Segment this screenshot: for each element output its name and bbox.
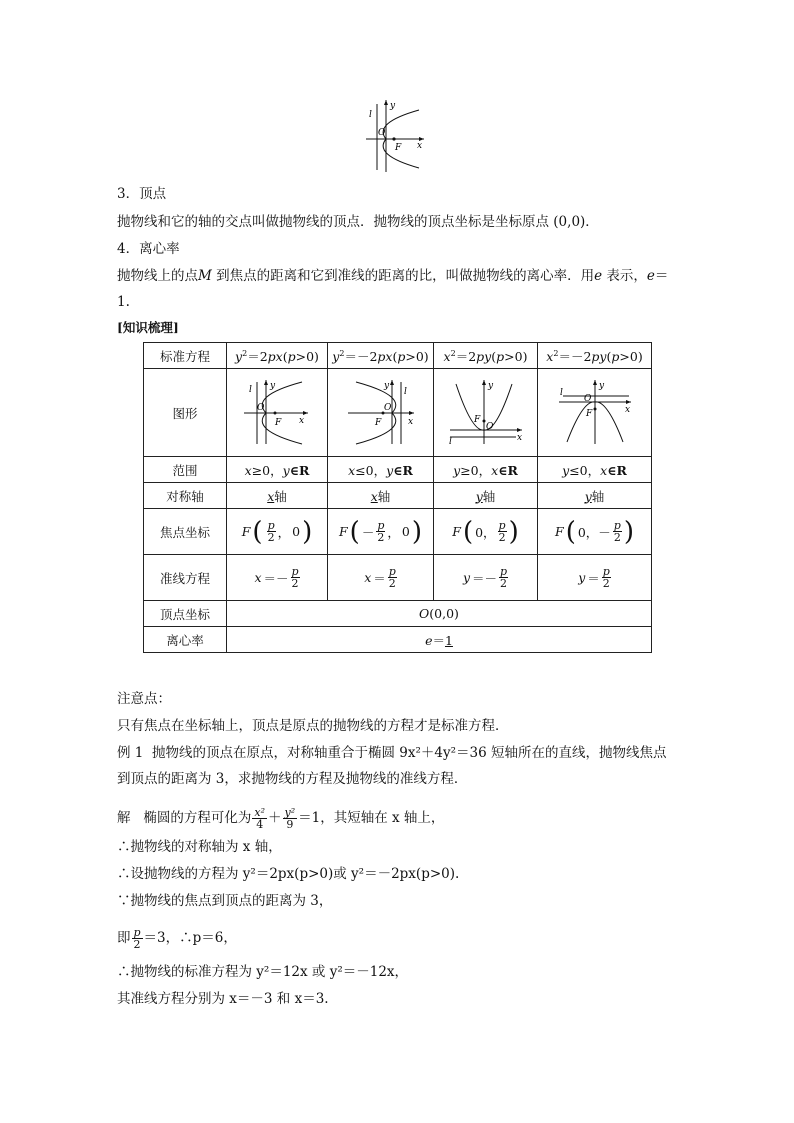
focus-label: F [395,143,402,153]
svg-text:F: F [473,415,480,425]
svg-text:y: y [270,381,276,391]
directrix-cell: y ＝－ $\frac{p}{2}$ [434,555,538,601]
graph-cell [227,369,328,457]
graph-opens-left [344,376,418,446]
row-header: 标准方程 [144,343,227,369]
svg-text:x: x [299,416,305,426]
row-header: 对称轴 [144,483,227,509]
solution-line-4: ∵抛物线的焦点到顶点的距离为 3， [117,893,333,909]
svg-text:y: y [383,381,389,391]
range-cell: y≥0，x∈R [434,457,538,483]
svg-text:l: l [448,437,452,446]
eccentricity-cell: e＝1 [227,627,652,653]
row-header: 离心率 [144,627,227,653]
equation-cell: $x^2=2py(p>0)$ [434,343,538,369]
row-header: 顶点坐标 [144,601,227,627]
graph-opens-right [240,376,314,446]
svg-text:O: O [257,403,265,413]
svg-text:O: O [485,422,493,432]
focus-cell: F ( － $\frac{p}{2}$ ， 0 ) [328,509,434,555]
eccentricity-text: 抛物线上的点M 到焦点的距离和它到准线的距离的比，叫做抛物线的离心率．用e 表示，e＝ [117,268,669,284]
notes-text: 只有焦点在坐标轴上，顶点是原点的抛物线的方程才是标准方程． [117,718,509,734]
svg-text:y: y [598,381,604,391]
eccentricity-heading: 4．离心率 [117,241,180,257]
table-row-equation [144,343,652,369]
solution-line-6: ∴抛物线的标准方程为 y²＝12x 或 y²＝－12x， [117,964,409,980]
example-line-1: 例 1 抛物线的顶点在原点，对称轴重合于椭圆 9x²＋4y²＝36 短轴所在的直线，抛物线焦点 [117,745,667,761]
table-row-focus [144,509,652,555]
origin-label: O [378,128,386,138]
knowledge-title: [知识梳理] [117,320,179,335]
graph-opens-up [446,376,526,446]
solution-line-7: 其准线方程分别为 x＝－3 和 x＝3. [117,991,329,1007]
svg-text:x: x [516,433,522,443]
svg-text:O: O [383,403,391,413]
equation-cell: $x^2=-2py(p>0)$ [538,343,652,369]
vertex-cell: O(0,0) [227,601,652,627]
svg-text:F: F [275,418,282,428]
range-cell: y≤0，x∈R [538,457,652,483]
directrix-cell: x ＝－ $\frac{p}{2}$ [227,555,328,601]
row-header: 准线方程 [144,555,227,601]
y-axis-label: y [390,101,396,111]
range-cell: x≥0，y∈R [227,457,328,483]
focus-cell: F ( 0， $\frac{p}{2}$ ) [434,509,538,555]
svg-text:F: F [585,409,592,419]
graph-opens-down [555,376,635,446]
equation-cell: $y^2=-2px(p>0)$ [328,343,434,369]
svg-text:l: l [559,388,563,398]
solution-line-5: 即 p 2 ＝3，∴p＝6， [117,925,237,951]
notes-title: 注意点： [117,691,171,707]
axis-cell: x轴 [227,483,328,509]
row-header: 图形 [144,369,227,457]
svg-text:x: x [624,405,630,415]
axis-cell: y轴 [434,483,538,509]
row-header: 范围 [144,457,227,483]
graph-cell [538,369,652,457]
example-line-2: 到顶点的距离为 3，求抛物线的方程及抛物线的准线方程． [117,771,468,787]
svg-text:l: l [403,387,407,397]
directrix-cell: x ＝ $\frac{p}{2}$ [328,555,434,601]
graph-cell [434,369,538,457]
table-row-graph [144,369,652,457]
svg-text:O: O [583,394,591,404]
table-row-range [144,457,652,483]
eccentricity-value: 1. [117,294,130,310]
axis-cell: x轴 [328,483,434,509]
svg-text:y: y [487,381,493,391]
equation-cell: $y^2=2px(p>0)$ [227,343,328,369]
x-axis-label: x [417,141,423,151]
parabola-figure [364,96,428,172]
vertex-heading: 3．顶点 [117,186,167,202]
svg-text:x: x [407,417,413,427]
graph-cell [328,369,434,457]
solution-line-2: ∴抛物线的对称轴为 x 轴， [117,839,282,855]
range-cell: x≤0，y∈R [328,457,434,483]
solution-line-3: ∴设抛物线的方程为 y²＝2px(p>0)或 y²＝－2px(p>0). [117,866,460,882]
table-row-eccentricity [144,627,652,653]
solution-line-1: 解 椭圆的方程可化为 x² 4 ＋ y² 9 ＝1，其短轴在 x 轴上， [117,805,445,831]
directrix-label: l [369,110,372,120]
axis-cell: y轴 [538,483,652,509]
focus-cell: F ( 0，－ $\frac{p}{2}$ ) [538,509,652,555]
parabola-properties-table [143,342,652,653]
svg-text:l: l [249,385,252,395]
directrix-cell: y ＝ $\frac{p}{2}$ [538,555,652,601]
svg-text:F: F [374,418,381,428]
table-row-vertex [144,601,652,627]
focus-cell: F ( $\frac{p}{2}$ ， 0 ) [227,509,328,555]
table-row-directrix [144,555,652,601]
row-header: 焦点坐标 [144,509,227,555]
vertex-text: 抛物线和它的轴的交点叫做抛物线的顶点．抛物线的顶点坐标是坐标原点 (0,0)． [117,214,599,230]
table-row-axis [144,483,652,509]
